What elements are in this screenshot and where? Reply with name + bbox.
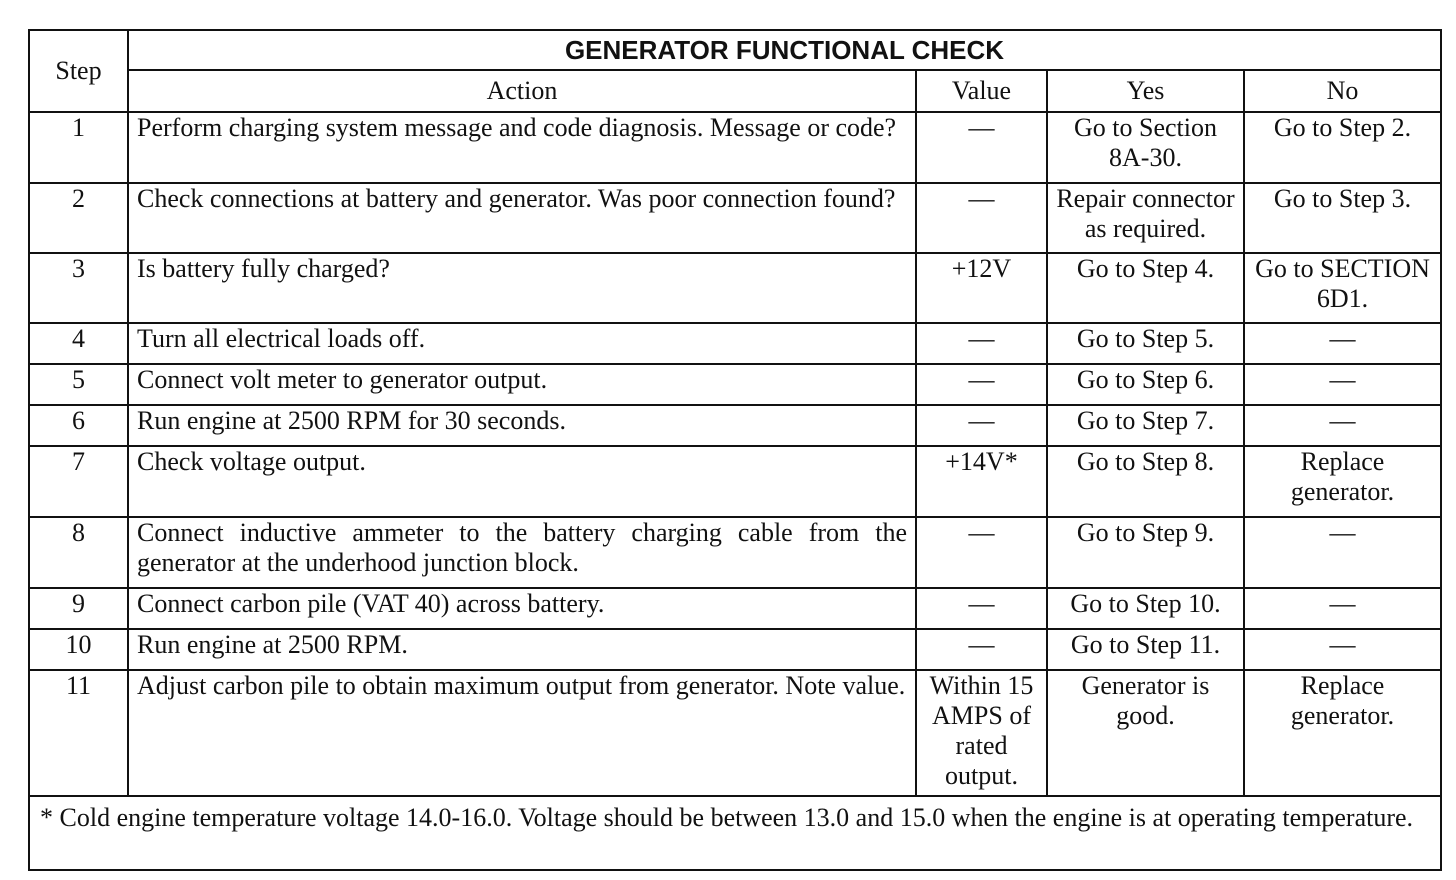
- table-row: [29, 405, 1441, 446]
- table-row: [29, 446, 1441, 517]
- step-number: 7: [29, 446, 128, 517]
- no-cell: —: [1244, 588, 1441, 629]
- value-cell: +14V*: [916, 446, 1047, 517]
- header-no: No: [1244, 70, 1441, 112]
- value-cell: —: [916, 364, 1047, 405]
- step-number: 5: [29, 364, 128, 405]
- step-number: 4: [29, 323, 128, 364]
- value-cell: —: [916, 517, 1047, 588]
- no-cell: Go to SECTION 6D1.: [1244, 253, 1441, 323]
- no-cell: —: [1244, 517, 1441, 588]
- generator-check-table-frame: [28, 29, 1440, 871]
- value-cell: Within 15 AMPS of rated output.: [916, 670, 1047, 796]
- header-action: Action: [128, 70, 916, 112]
- value-cell: —: [916, 183, 1047, 253]
- value-cell: +12V: [916, 253, 1047, 323]
- yes-cell: Go to Step 11.: [1047, 629, 1244, 670]
- step-number: 10: [29, 629, 128, 670]
- no-cell: —: [1244, 629, 1441, 670]
- yes-cell: Go to Section 8A-30.: [1047, 112, 1244, 183]
- step-number: 11: [29, 670, 128, 796]
- no-cell: —: [1244, 405, 1441, 446]
- yes-cell: Go to Step 5.: [1047, 323, 1244, 364]
- step-number: 9: [29, 588, 128, 629]
- header-step: Step: [29, 30, 128, 112]
- yes-cell: Go to Step 9.: [1047, 517, 1244, 588]
- footnote-row: [29, 796, 1441, 870]
- action-text: Turn all electrical loads off.: [128, 323, 916, 364]
- table-row: [29, 183, 1441, 253]
- table-row: [29, 364, 1441, 405]
- value-cell: —: [916, 629, 1047, 670]
- action-text: Check voltage output.: [128, 446, 916, 517]
- no-cell: Go to Step 3.: [1244, 183, 1441, 253]
- no-cell: Replace generator.: [1244, 670, 1441, 796]
- value-cell: —: [916, 588, 1047, 629]
- table-row: [29, 323, 1441, 364]
- no-cell: Replace generator.: [1244, 446, 1441, 517]
- action-text: Is battery fully charged?: [128, 253, 916, 323]
- step-number: 3: [29, 253, 128, 323]
- value-cell: —: [916, 112, 1047, 183]
- step-number: 6: [29, 405, 128, 446]
- action-text: Connect inductive ammeter to the battery charging cable from the generator at the underhood junction block.: [128, 517, 916, 588]
- table-row: [29, 112, 1441, 183]
- footnote: * Cold engine temperature voltage 14.0-16.0. Voltage should be between 13.0 and 15.0 when the engine is at operating temperature.: [29, 796, 1441, 870]
- value-cell: —: [916, 323, 1047, 364]
- step-number: 1: [29, 112, 128, 183]
- table-title: GENERATOR FUNCTIONAL CHECK: [128, 30, 1441, 70]
- table-row: [29, 670, 1441, 796]
- generator-check-table: [28, 29, 1442, 871]
- yes-cell: Go to Step 6.: [1047, 364, 1244, 405]
- no-cell: —: [1244, 323, 1441, 364]
- value-cell: —: [916, 405, 1047, 446]
- yes-cell: Repair connector as required.: [1047, 183, 1244, 253]
- no-cell: —: [1244, 364, 1441, 405]
- action-text: Check connections at battery and generator. Was poor connection found?: [128, 183, 916, 253]
- action-text: Connect carbon pile (VAT 40) across battery.: [128, 588, 916, 629]
- step-number: 2: [29, 183, 128, 253]
- table-row: [29, 629, 1441, 670]
- table-row: [29, 253, 1441, 323]
- yes-cell: Generator is good.: [1047, 670, 1244, 796]
- header-yes: Yes: [1047, 70, 1244, 112]
- action-text: Run engine at 2500 RPM for 30 seconds.: [128, 405, 916, 446]
- yes-cell: Go to Step 7.: [1047, 405, 1244, 446]
- step-number: 8: [29, 517, 128, 588]
- table-row: [29, 517, 1441, 588]
- action-text: Adjust carbon pile to obtain maximum output from generator. Note value.: [128, 670, 916, 796]
- no-cell: Go to Step 2.: [1244, 112, 1441, 183]
- action-text: Perform charging system message and code diagnosis. Message or code?: [128, 112, 916, 183]
- header-value: Value: [916, 70, 1047, 112]
- yes-cell: Go to Step 4.: [1047, 253, 1244, 323]
- action-text: Connect volt meter to generator output.: [128, 364, 916, 405]
- action-text: Run engine at 2500 RPM.: [128, 629, 916, 670]
- yes-cell: Go to Step 8.: [1047, 446, 1244, 517]
- table-row: [29, 588, 1441, 629]
- yes-cell: Go to Step 10.: [1047, 588, 1244, 629]
